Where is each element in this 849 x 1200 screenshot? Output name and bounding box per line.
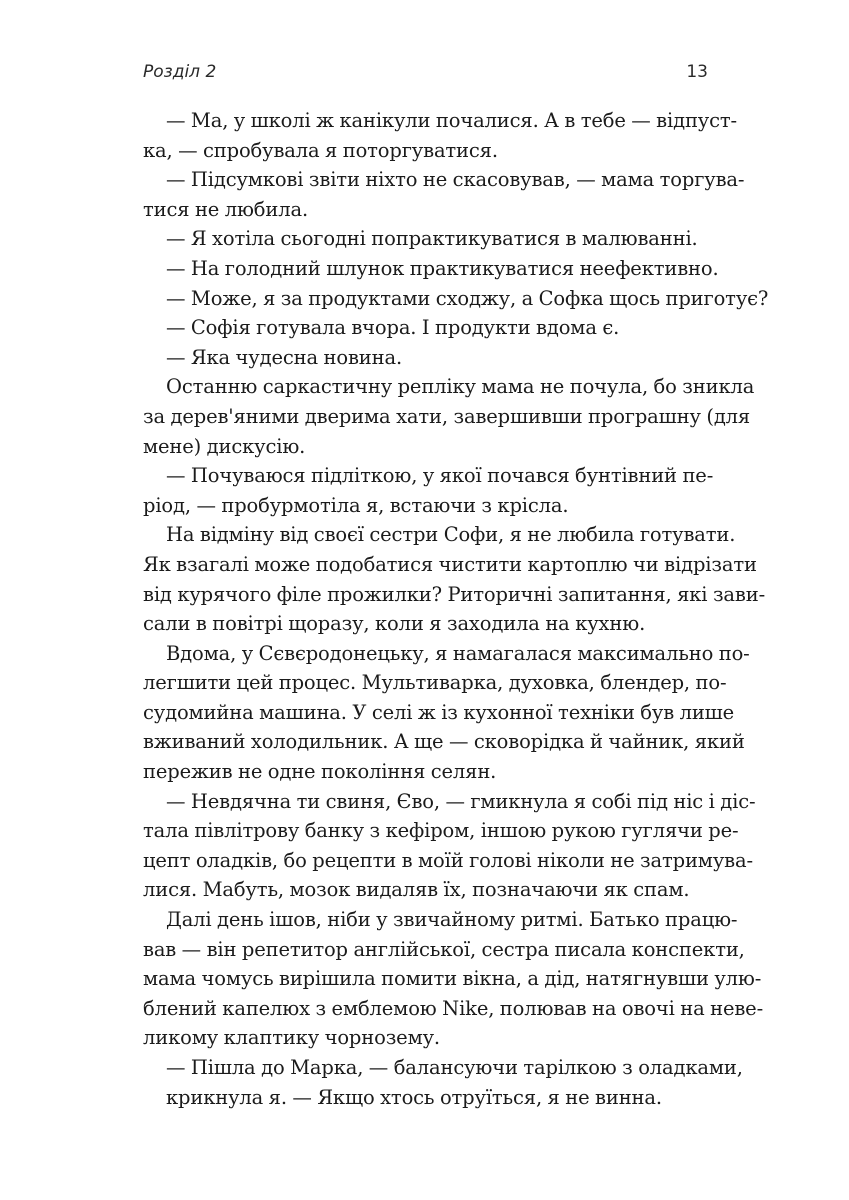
text-line: мене) дискусію. [143, 434, 306, 458]
text-line: — Ма, у школі ж канікули почалися. А в тебе — відпуст- [166, 109, 737, 132]
text-line: цепт оладків, бо рецепти в моїй голові ніколи не затримува- [143, 848, 753, 872]
text-line: вживаний холодильник. А ще — сковорідка й чайник, який [143, 730, 745, 754]
text-line: легшити цей процес. Мультиварка, духовка, блендер, по- [143, 671, 727, 695]
text-line: — Яка чудесна новина. [166, 345, 402, 369]
text-line: — Я хотіла сьогодні попрактикуватися в малюванні. [166, 227, 698, 251]
text-line: На відміну від своєї сестри Софи, я не любила готувати. [166, 523, 736, 547]
text-line: ка, — спробувала я поторгуватися. [143, 138, 498, 162]
text-line: — На голодний шлунок практикуватися неефективно. [166, 256, 719, 280]
text-line: мама чомусь вирішила помити вікна, а дід, натягнувши улю- [143, 967, 762, 991]
text-line: блений капелюх з емблемою Nike, полював на овочі на неве- [143, 996, 764, 1020]
text-line: пережив не одне покоління селян. [143, 760, 497, 784]
text-line: — Невдячна ти свиня, Єво, — гмикнула я собі під ніс і діс- [166, 789, 756, 813]
text-line: тала півлітрову банку з кефіром, іншою рукою гуглячи ре- [143, 819, 739, 843]
body-text [143, 106, 769, 1112]
text-line: крикнула я. — Якщо хтось отруїться, я не винна. [166, 1085, 662, 1109]
text-line: Як взагалі може подобатися чистити картоплю чи відрізати [143, 552, 757, 576]
text-line: лися. Мабуть, мозок видаляв їх, позначаючи як спам. [143, 878, 690, 902]
text-line: — Підсумкові звіти ніхто не скасовував, — мама торгува- [166, 168, 745, 192]
text-line: ріод, — пробурмотіла я, встаючи з крісла. [143, 493, 569, 517]
text-line: тися не любила. [143, 197, 309, 221]
text-line: сали в повітрі щоразу, коли я заходила на кухню. [143, 612, 646, 636]
page-number: 13 [686, 62, 708, 82]
text-line: Останню саркастичну репліку мама не почула, бо зникла [166, 375, 755, 399]
text-line: — Софія готувала вчора. І продукти вдома є. [166, 316, 620, 340]
text-line: від курячого філе прожилки? Риторичні запитання, які зави- [143, 582, 766, 606]
text-line: судомийна машина. У селі ж із кухонної техніки був лише [143, 700, 735, 724]
text-line: вав — він репетитор англійської, сестра писала конспекти, [143, 937, 745, 961]
text-line: за дерев'яними дверима хати, завершивши програшну (для [143, 404, 751, 428]
text-line: — Почуваюся підліткою, у якої почався бунтівний пе- [166, 464, 714, 488]
text-line: ликому клаптику чорнозему. [143, 1026, 440, 1050]
text-line: — Пішла до Марка, — балансуючи тарілкою з оладками, [166, 1056, 743, 1079]
text-line: Далі день ішов, ніби у звичайному ритмі. Батько працю- [166, 908, 738, 932]
text-line: — Може, я за продуктами сходжу, а Софка щось приготує? [166, 286, 769, 310]
text-line: Вдома, у Сєвєродонецьку, я намагалася максимально по- [166, 641, 750, 665]
running-header [143, 62, 708, 86]
section-title: Розділ 2 [143, 62, 217, 82]
